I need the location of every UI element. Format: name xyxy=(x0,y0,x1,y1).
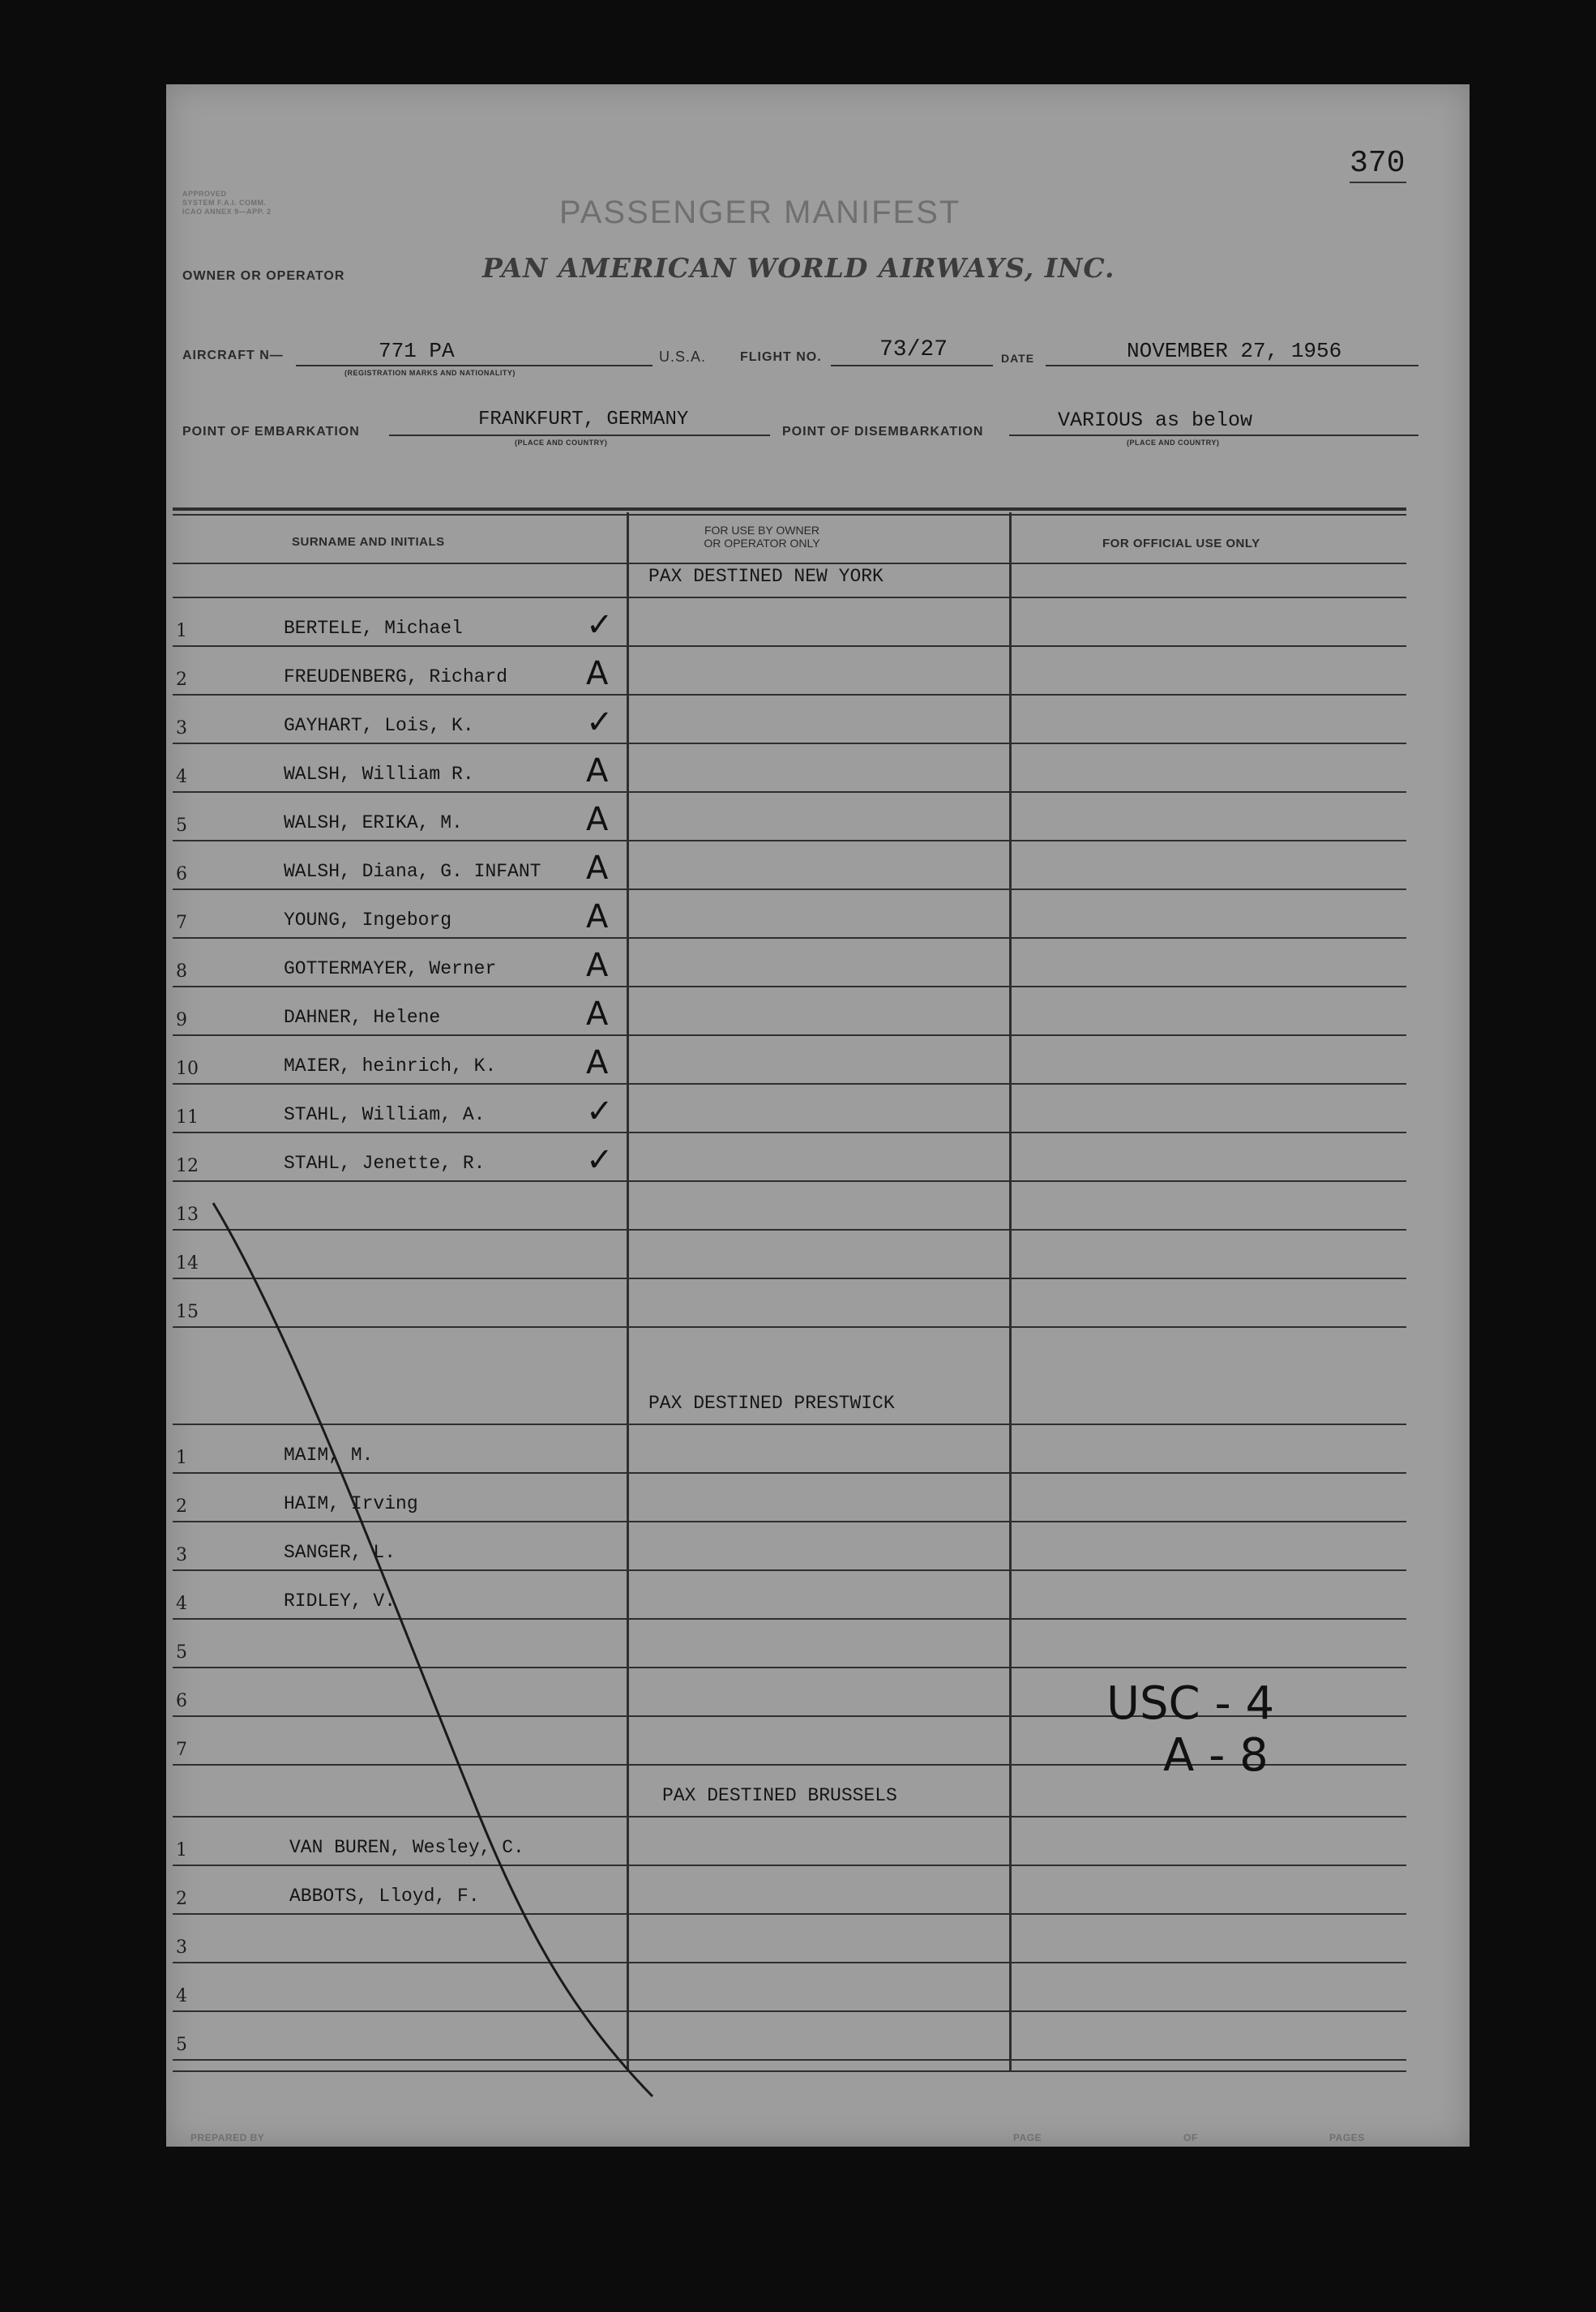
status-mark: A xyxy=(586,850,609,887)
col-header-official: FOR OFFICIAL USE ONLY xyxy=(1102,537,1260,550)
passenger-name: GOTTERMAYER, Werner xyxy=(284,958,497,979)
flight-label: FLIGHT NO. xyxy=(740,350,822,364)
row-number: 2 xyxy=(176,1496,187,1517)
status-mark: ✓ xyxy=(586,1093,614,1130)
passenger-name: WALSH, William R. xyxy=(284,764,474,785)
manifest-sheet xyxy=(166,84,1470,2147)
row-number: 4 xyxy=(176,1594,187,1614)
date-value: NOVEMBER 27, 1956 xyxy=(1127,339,1342,363)
footer-prepared-by: PREPARED BY xyxy=(190,2132,265,2143)
status-mark: A xyxy=(586,1044,609,1081)
row-number: 9 xyxy=(176,1010,187,1030)
date-label: DATE xyxy=(1001,352,1035,365)
row-number: 3 xyxy=(176,1937,187,1958)
row-number: 4 xyxy=(176,1986,187,2006)
official-note-line: USC - 4 xyxy=(1106,1677,1275,1730)
passenger-name: YOUNG, Ingeborg xyxy=(284,910,452,931)
row-number: 5 xyxy=(176,816,187,836)
disembark-value: VARIOUS as below xyxy=(1058,409,1253,432)
row-number: 5 xyxy=(176,2035,187,2055)
row-number: 12 xyxy=(176,1156,199,1176)
disembark-label: POINT OF DISEMBARKATION xyxy=(782,425,984,439)
row-number: 7 xyxy=(176,913,187,933)
status-mark: A xyxy=(586,801,609,838)
row-number: 5 xyxy=(176,1642,187,1663)
passenger-name: ABBOTS, Lloyd, F. xyxy=(289,1886,480,1907)
row-number: 1 xyxy=(176,621,187,641)
passenger-name: HAIM, Irving xyxy=(284,1493,418,1514)
section-heading: PAX DESTINED NEW YORK xyxy=(648,566,884,587)
section-heading: PAX DESTINED BRUSSELS xyxy=(662,1785,897,1806)
passenger-name: BERTELE, Michael xyxy=(284,618,463,639)
passenger-name: STAHL, William, A. xyxy=(284,1104,486,1125)
page-number: 370 xyxy=(1350,146,1406,181)
col-header-surname: SURNAME AND INITIALS xyxy=(292,535,445,549)
embark-label: POINT OF EMBARKATION xyxy=(182,425,360,439)
passenger-name: WALSH, Diana, G. INFANT xyxy=(284,861,541,882)
passenger-name: VAN BUREN, Wesley, C. xyxy=(289,1837,524,1858)
flight-value: 73/27 xyxy=(879,337,948,362)
row-number: 1 xyxy=(176,1840,187,1860)
owner-label: OWNER OR OPERATOR xyxy=(182,269,345,283)
row-number: 1 xyxy=(176,1448,187,1468)
passenger-name: GAYHART, Lois, K. xyxy=(284,715,474,736)
row-number: 8 xyxy=(176,961,187,982)
passenger-name: FREUDENBERG, Richard xyxy=(284,666,508,687)
row-number: 14 xyxy=(176,1253,199,1274)
status-mark: A xyxy=(586,655,609,692)
aircraft-caption: (REGISTRATION MARKS AND NATIONALITY) xyxy=(344,369,516,377)
passenger-name: WALSH, ERIKA, M. xyxy=(284,812,463,833)
aircraft-label: AIRCRAFT N— xyxy=(182,349,284,362)
row-number: 11 xyxy=(176,1107,199,1128)
status-mark: A xyxy=(586,898,609,936)
footer-page: PAGE xyxy=(1013,2132,1042,2143)
status-mark: ✓ xyxy=(586,606,614,644)
row-number: 15 xyxy=(176,1302,199,1322)
row-number: 7 xyxy=(176,1740,187,1760)
approval-line: SYSTEM F.A.I. COMM. xyxy=(182,199,267,207)
official-note-line: A - 8 xyxy=(1163,1729,1269,1782)
form-title: PASSENGER MANIFEST xyxy=(559,195,961,230)
footer-pages: PAGES xyxy=(1329,2132,1365,2143)
row-number: 4 xyxy=(176,767,187,787)
footer-of: OF xyxy=(1183,2132,1198,2143)
passenger-name: RIDLEY, V. xyxy=(284,1591,396,1612)
status-mark: A xyxy=(586,752,609,790)
status-mark: A xyxy=(586,995,609,1033)
col-header-owner-line: FOR USE BY OWNER xyxy=(704,524,820,537)
usa-label: U.S.A. xyxy=(659,349,707,365)
row-number: 3 xyxy=(176,1545,187,1565)
row-number: 6 xyxy=(176,1691,187,1711)
passenger-name: DAHNER, Helene xyxy=(284,1007,441,1028)
passenger-name: STAHL, Jenette, R. xyxy=(284,1153,486,1174)
owner-value: PAN AMERICAN WORLD AIRWAYS, INC. xyxy=(482,252,1115,284)
row-number: 3 xyxy=(176,718,187,739)
passenger-name: MAIM, M. xyxy=(284,1445,374,1466)
passenger-name: MAIER, heinrich, K. xyxy=(284,1055,497,1077)
col-header-owner-line: OR OPERATOR ONLY xyxy=(704,537,820,550)
row-number: 2 xyxy=(176,670,187,690)
status-mark: ✓ xyxy=(586,1141,614,1179)
row-number: 13 xyxy=(176,1205,199,1225)
row-number: 6 xyxy=(176,864,187,884)
embark-caption: (PLACE AND COUNTRY) xyxy=(515,439,608,447)
approval-line: ICAO ANNEX 9—APP. 2 xyxy=(182,208,272,216)
embark-value: FRANKFURT, GERMANY xyxy=(478,409,689,430)
disembark-caption: (PLACE AND COUNTRY) xyxy=(1127,439,1220,447)
status-mark: A xyxy=(586,947,609,984)
diagonal-pen-stroke xyxy=(166,84,1470,2147)
row-number: 10 xyxy=(176,1059,199,1079)
approval-line: APPROVED xyxy=(182,190,227,198)
status-mark: ✓ xyxy=(586,704,614,741)
passenger-name: SANGER, L. xyxy=(284,1542,396,1563)
aircraft-value: 771 PA xyxy=(379,339,455,363)
section-heading: PAX DESTINED PRESTWICK xyxy=(648,1393,895,1414)
row-number: 2 xyxy=(176,1889,187,1909)
